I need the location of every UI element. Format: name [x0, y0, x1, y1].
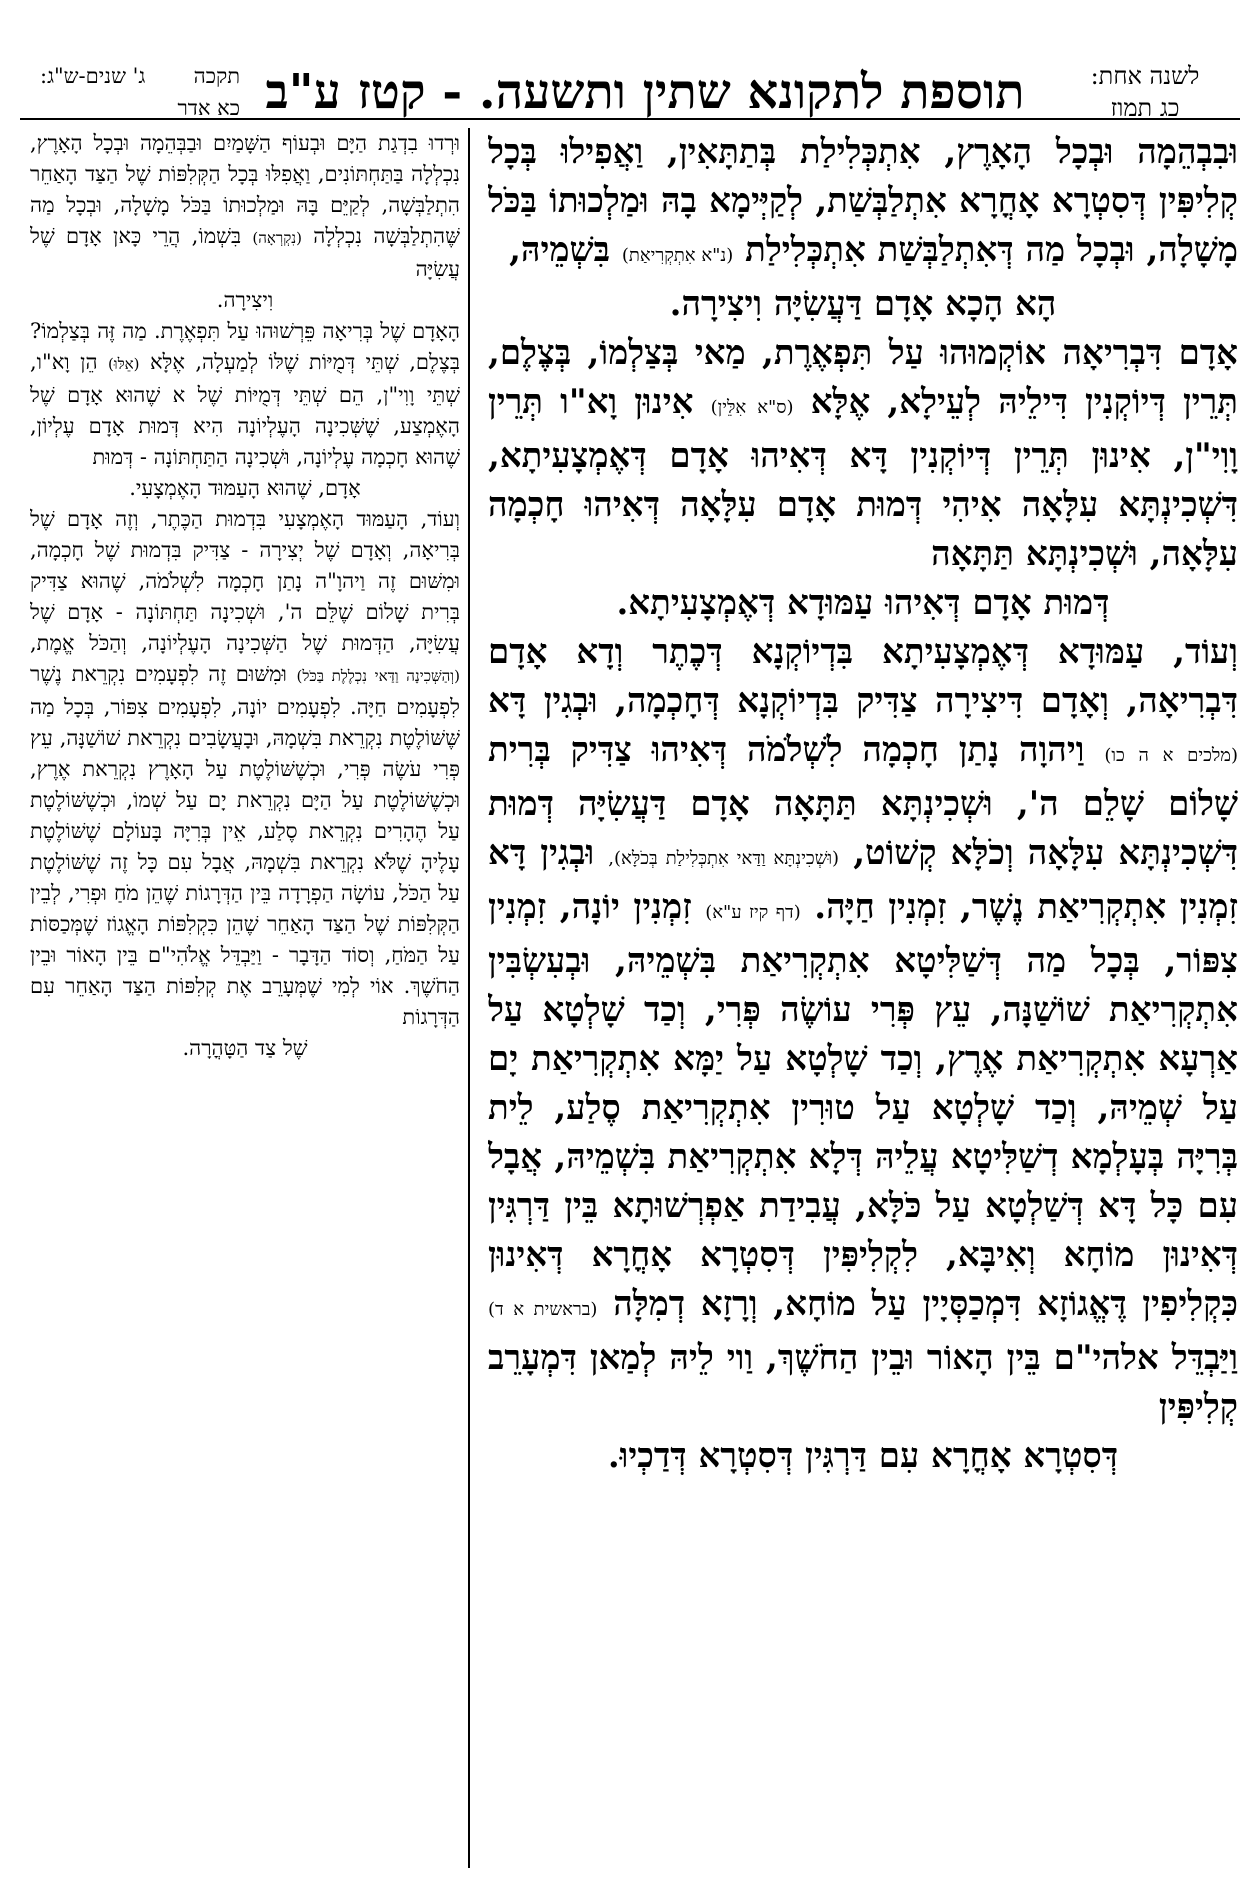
header-divider	[20, 118, 1240, 120]
translation-column	[30, 128, 460, 1868]
header-three-years-label: ג' שנים-ש"ג:	[40, 64, 146, 88]
main-reference: (מלכים א ה כו)	[1104, 745, 1238, 766]
main-text-column	[488, 128, 1238, 1868]
main-text: וַיהוָה נָתַן חָכְמָה לִשְׁלֹמֹה דְּאִיהוּ צַדִּיק בְּרִית שָׁלוֹם שָׁלֵם ה', וּשְׁכִינְתָּא תַּתָּאָה אָדָם דַּעֲשִׂיָּה דְּמוּת דִּשְׁכִינְתָּא עִלָּאָה וְכֹלָּא קְשׁוֹט,	[488, 730, 1238, 873]
side-reference: (וְהַשְּׁכִינָה וַדַּאי נִכְלֶלֶת בַּכֹּל)	[296, 667, 460, 685]
side-text: וְעוֹד, הָעַמּוּד הָאֶמְצָעִי בִּדְמוּת הַכֶּתֶר, וְזֶה אָדָם שֶׁל בְּרִיאָה, וְאָדָם שֶׁל יְצִירָה - צַדִּיק בִּדְמוּת שֶׁל חָכְמָה, וּמִשּׁוּם זֶה וַיהוָ"ה נָתַן חָכְמָה לִשְׁלֹמֹה, שֶׁהוּא צַדִּיק בְּרִית שָׁלוֹם שֶׁלֵּם ה', וּשְׁכִינָה תַּחְתּוֹנָה - אָדָם שֶׁל עֲשִׂיָּה, הַדְּמוּת שֶׁל הַשְּׁכִינָה הָעֶלְיוֹנָה, וְהַכֹּל אֱמֶת,	[30, 507, 460, 655]
header-reading-schedule-three-years	[40, 60, 240, 124]
side-text: הֵן וָא"ו, שְׁתֵּי וָוִי"ן, הֵם שְׁתֵּי דְּמֻיּוֹת שֶׁל א שֶׁהוּא אָדָם שֶׁל הָאֶמְצַע, שֶׁשְּׁכִינָה הָעֶלְיוֹנָה הִיא דְּמוּת אָדָם עֶלְיוֹן, שֶׁהוּא חָכְמָה עֶלְיוֹנָה, וּשְׁכִינָה הַתַּחְתּוֹנָה - דְּמוּת	[30, 350, 460, 469]
side-paragraph	[30, 128, 460, 285]
main-text: אָדָם דִּבְרִיאָה אוֹקְמוּהוּ עַל תִּפְאֶרֶת, מַאי בְּצַלְמוֹ, בְּצֶלֶם, תְּרֵין דְּיוֹקְנִין דִּילֵיהּ לְעֵילָא, אֶלָּא	[488, 333, 1238, 422]
page-header	[20, 18, 1240, 122]
side-paragraph	[30, 316, 460, 473]
page-title: תוספת לתקונא שתין ותשעה. - קטז ע"ב	[265, 64, 1025, 120]
side-paragraph-closing: אָדָם, שֶׁהוּא הָעַמּוּד הָאֶמְצָעִי.	[129, 476, 361, 500]
side-text: וּרְדוּ בִדְגַת הַיָּם וּבְעוֹף הַשָּׁמַיִם וּבַבְּהֵמָה וּבְכָל הָאָרֶץ, נִכְלְלָה בַּתַּחְתּוֹנִים, וַאֲפִלּוּ בְּכָל הַקְּלִפּוֹת שֶׁל הַצַּד הָאַחֵר הִתְלַבְּשָׁה, לְקַיֵּם בָּהּ וּמַלְכוּתוֹ בַּכֹּל מָשָׁלָה, וּבְכָל מַה שֶּׁהִתְלַבְּשָׁה נִכְלְלָה	[30, 131, 460, 248]
main-paragraph-closing: הָא הָכָא אָדָם דַּעֲשִׂיָּה וִיצִירָה.	[669, 284, 1057, 324]
side-text: וּמִשּׁוּם זֶה לִפְעָמִים נִקְרֵאת נֶשֶׁר לִפְעָמִים חַיָּה. לִפְעָמִים יוֹנָה, לִפְעָמִים צִפּוֹר, בְּכָל מַה שֶּׁשּׁוֹלֶטֶת נִקְרֵאת בִּשְׁמָהּ, וּבָעֲשָׂבִים נִקְרֵאת שׁוֹשַׁנָּה, עֵץ פְּרִי עֹשֶׂה פְּרִי, וּכְשֶׁשּׁוֹלֶטֶת עַל הָאָרֶץ נִקְרֵאת אֶרֶץ, וּכְשֶׁשּׁוֹלֶטֶת עַל הַיָּם נִקְרֵאת יָם עַל שְׁמוֹ, וּכְשֶׁשּׁוֹלֶטֶת עַל הֶהָרִים נִקְרֵאת סֶלַע, אֵין בְּרִיָּה בָּעוֹלָם שֶׁשּׁוֹלֶטֶת עָלֶיהָ שֶׁלֹּא נִקְרֵאת בִּשְׁמָהּ, אֲבָל עִם כָּל זֶה שֶׁשּׁוֹלֶטֶת עַל הַכֹּל, עוֹשָׂה הַפְרָדָה בֵּין הַדְּרָגוֹת שֶׁהֵן מֹחַ וּפְרִי, לְבֵין הַקְּלִפּוֹת שֶׁל הַצַּד הָאַחֵר שֶׁהֵן כִּקְלִפּוֹת הָאֱגוֹז שֶׁמְּכַסּוֹת עַל הַמֹּחַ, וְסוֹד הַדָּבָר - וַיַּבְדֵּל אֱלֹהִי"ם בֵּין הָאוֹר וּבֵין הַחֹשֶׁךְ. אוֹי לְמִי שֶׁמְּעָרֵב אֶת קְלִפּוֹת הַצַּד הָאַחֵר עִם הַדְּרָגוֹת	[30, 662, 460, 1029]
main-paragraph-closing: דְּמוּת אָדָם דְּאִיהוּ עַמּוּדָא דְּאֶמְצָעִיתָא.	[616, 583, 1110, 623]
main-paragraph	[488, 628, 1238, 1432]
side-reference: (אֵלּוּ)	[107, 355, 140, 373]
main-reference: (ס"א אִלֵּין)	[710, 397, 794, 418]
main-text: וְעוֹד, עַמּוּדָא דְּאֶמְצָעִיתָא בִּדְיוֹקְנָא דְּכֶתֶר וְדָא אָדָם דִּבְרִיאָה, וְאָדָם דִּיצִירָה צַדִּיק בִּדְיוֹקְנָא דְּחָכְמָה, וּבְגִין דָּא	[488, 632, 1238, 721]
header-one-year-label: לשנה אחת:	[1090, 62, 1200, 90]
header-three-years-date: כא אדר	[177, 96, 240, 120]
header-one-year-date: כג תמוז	[1110, 94, 1180, 122]
main-paragraph	[488, 128, 1238, 280]
main-text: וַיַּבְדֵּל אלהי"ם בֵּין הָאוֹר וּבֵין הַחֹשֶׁךְ, וַוי לֵיהּ לְמַאן דִּמְעָרֵב קְלִיפִּין	[488, 1338, 1238, 1427]
side-paragraph	[30, 504, 460, 1033]
header-page-number: תקכה	[193, 64, 240, 88]
main-reference: (נ"א אִתְקְרִיאַת)	[621, 245, 734, 266]
main-paragraph	[488, 329, 1238, 579]
side-reference: (נִקְרְאָה)	[252, 229, 303, 247]
main-reference: (דף קיז ע"א)	[705, 902, 801, 923]
side-text: בִּשְׁמוֹ, הֲרֵי כָּאן אָדָם שֶׁל עֲשִׂיָּה	[30, 224, 460, 281]
main-text: וּבִבְהֵמָה וּבְכָל הָאָרֶץ, אִתְכְּלִילַת בְּתַתָּאִין, וַאֲפִילוּ בְּכָל קְלִיפִּין דְּסִטְרָא אָחֳרָא אִתְלַבְּשַׁת, לְקַיְּימָא בָהּ וּמַלְכוּתוֹ בַּכֹּל מָשָׁלָה, וּבְכָל מַה דְּאִתְלַבְּשַׁת אִתְכְּלִילַת	[488, 132, 1238, 270]
column-divider	[468, 128, 470, 1868]
header-reading-schedule-one-year	[1070, 60, 1220, 124]
main-text: בִּשְׁמֵיהּ,	[509, 230, 610, 270]
main-paragraph-closing: דְּסִטְרָא אָחֳרָא עִם דַּרְגִּין דְּסִטְרָא דְּדַכְיוּ.	[607, 1436, 1119, 1476]
side-text: הָאָדָם שֶׁל בְּרִיאָה פֵּרְשׁוּהוּ עַל תִּפְאֶרֶת. מַה זֶּה בְּצַלְמוֹ? בְּצֶלֶם, שְׁתֵּי דְּמֻיּוֹת שֶׁלּוֹ לְמַעְלָה, אֶלָּא	[30, 319, 460, 374]
side-paragraph-closing: וִיצִירָה.	[216, 288, 274, 312]
main-reference: (בראשית א ד)	[488, 1299, 598, 1320]
main-text: וּבְגִין דָּא זִמְנִין אִתְקְרִיאַת נֶשֶׁר, זִמְנִין חַיָּה.	[488, 833, 1238, 927]
main-text: זִמְנִין יוֹנָה, זִמְנִין צִפּוֹר, בְּכָל מַה דְּשַׁלִּיטָא אִתְקְרִיאַת בִּשְׁמֵיהּ, וּבְעִשְׂבִּין אִתְקְרִיאַת שׁוֹשַׁנָּה, עֵץ פְּרִי עוֹשֶׂה פְּרִי, וְכַד שָׁלְטָא עַל אַרְעָא אִתְקְרִיאַת אֶרֶץ, וְכַד שָׁלְטָא עַל יַמָּא אִתְקְרִיאַת יָם עַל שְׁמֵיהּ, וְכַד שָׁלְטָא עַל טוּרִין אִתְקְרִיאַת סֶלַע, לֵית בְּרִיָּה בְּעָלְמָא דְשַׁלִּיטָא עֲלֵיהּ דְּלָא אִתְקְרִיאַת בִּשְׁמֵיהּ, אֲבָל עִם כָּל דָּא דְּשַׁלְטָא עַל כֹּלָּא, עֲבִידַת אַפְרְשׁוּתָא בֵּין דַּרְגִּין דְּאִינוּן מוֹחָא וְאִיבָּא, לִקְלִיפִּין דְּסִטְרָא אָחֳרָא דְּאִינוּן כִּקְלִיפִין דֶּאֱגוֹזָא דִּמְכַסְּיָין עַל מוֹחָא, וְרָזָא דְמִלָּה	[488, 887, 1238, 1324]
main-text: אִינוּן וָא"ו תְּרֵין וָוִי"ן, אִינוּן תְּרֵין דְּיוֹקְנִין דָּא דְּאִיהוּ אָדָם דְּאֶמְצָעִיתָא, דִּשְׁכִינְתָּא עִלָּאָה אִיהִי דְּמוּת אָדָם עִלָּאָה דְּאִיהוּ חָכְמָה עִלָּאָה, וּשְׁכִינְתָּא תַּתָּאָה	[488, 382, 1238, 574]
side-paragraph-closing: שֶׁל צַד הַטָּהֳרָה.	[182, 1036, 308, 1060]
main-reference: (וּשְׁכִינְתָּא וַדַּאי אִתְכְּלִילַת בְּכֹלָּא),	[608, 848, 840, 869]
